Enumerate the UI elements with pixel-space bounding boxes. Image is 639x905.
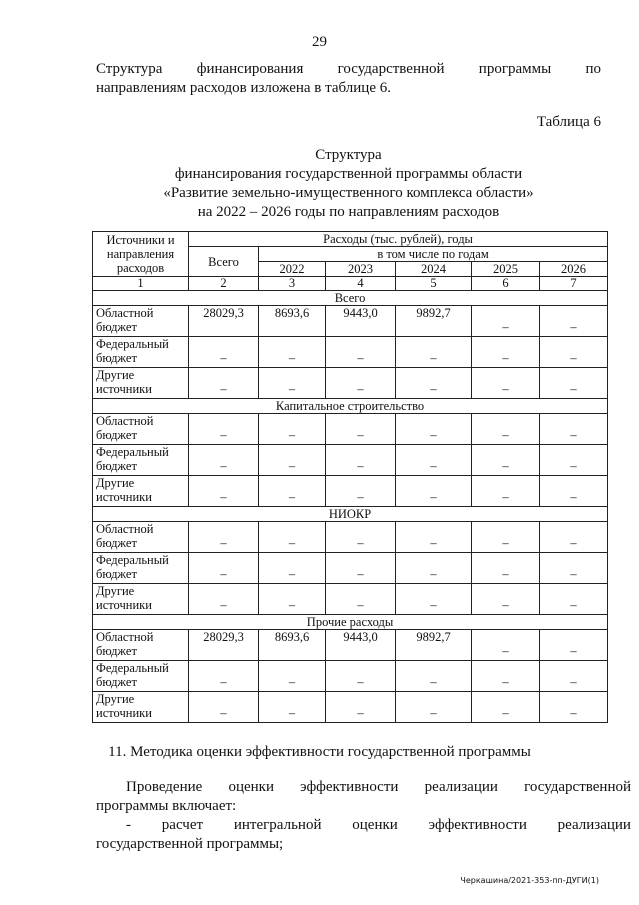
table-row — [93, 692, 608, 723]
value-cell: – — [259, 476, 326, 507]
para-word: реализации — [557, 817, 631, 833]
column-number: 2 — [189, 277, 259, 291]
value-cell: – — [189, 692, 259, 723]
value-cell: – — [189, 445, 259, 476]
value-cell: – — [326, 414, 396, 445]
table-label: Таблица 6 — [536, 114, 601, 130]
intro-word: государственной — [337, 61, 445, 77]
value-cell: – — [540, 414, 608, 445]
value-cell: – — [396, 553, 472, 584]
value-cell: 8693,6 — [259, 630, 326, 661]
para-word: интегральной — [233, 817, 322, 833]
row-label: Федеральный бюджет — [93, 337, 189, 368]
value-cell: 9443,0 — [326, 306, 396, 337]
column-number: 6 — [472, 277, 540, 291]
intro-line-2: направлениям расходов изложена в таблице 6. — [96, 80, 391, 96]
title-line-2: финансирования государственной программы области — [174, 166, 523, 182]
section-title-cell: Прочие расходы — [93, 615, 608, 630]
title-line-3: «Развитие земельно-имущественного комплекса области» — [163, 185, 534, 201]
value-cell: – — [540, 692, 608, 723]
table-row — [93, 553, 608, 584]
para-word: оценки — [352, 817, 398, 833]
value-cell: – — [540, 522, 608, 553]
value-cell: – — [396, 414, 472, 445]
value-cell: – — [326, 368, 396, 399]
table-row — [93, 337, 608, 368]
para-word: эффективности — [428, 817, 527, 833]
para-word: расчет — [161, 817, 204, 833]
intro-word: программы — [478, 61, 552, 77]
row-label: Другие источники — [93, 584, 189, 615]
value-cell: – — [396, 445, 472, 476]
value-cell: 9892,7 — [396, 630, 472, 661]
footer-code: Черкашина/2021-353-пп-ДУГИ(1) — [460, 876, 599, 885]
value-cell: – — [396, 368, 472, 399]
value-cell: 28029,3 — [189, 630, 259, 661]
header-year: 2023 — [326, 262, 396, 277]
value-cell: – — [472, 414, 540, 445]
value-cell: – — [189, 476, 259, 507]
para-word: - — [126, 817, 131, 833]
value-cell: – — [540, 337, 608, 368]
para1-line-2: программы включает: — [96, 798, 237, 814]
section-title: 11. Методика оценки эффективности государственной программы — [108, 744, 531, 760]
title-line-4: на 2022 – 2026 годы по направлениям расходов — [197, 204, 500, 220]
para2-line-2: государственной программы; — [96, 836, 284, 852]
column-number: 1 — [93, 277, 189, 291]
value-cell: – — [472, 630, 540, 661]
value-cell: 9892,7 — [396, 306, 472, 337]
para-word: государственной — [524, 779, 631, 795]
para2-line-1 — [126, 816, 631, 835]
value-cell: – — [540, 584, 608, 615]
value-cell: – — [472, 584, 540, 615]
value-cell: – — [189, 522, 259, 553]
value-cell: – — [189, 337, 259, 368]
column-number: 7 — [540, 277, 608, 291]
header-year: 2024 — [396, 262, 472, 277]
row-label: Областной бюджет — [93, 630, 189, 661]
table-row — [93, 414, 608, 445]
para1-line-1 — [126, 778, 631, 797]
value-cell: – — [472, 661, 540, 692]
value-cell: 8693,6 — [259, 306, 326, 337]
value-cell: – — [540, 553, 608, 584]
row-label: Федеральный бюджет — [93, 445, 189, 476]
value-cell: – — [259, 522, 326, 553]
column-number: 3 — [259, 277, 326, 291]
value-cell: – — [396, 584, 472, 615]
column-number: 5 — [396, 277, 472, 291]
value-cell: – — [540, 630, 608, 661]
header-sources: Источники и направления расходов — [93, 232, 189, 277]
table-row — [93, 368, 608, 399]
table-row — [93, 476, 608, 507]
value-cell: – — [189, 553, 259, 584]
header-total: Всего — [189, 247, 259, 277]
header-year: 2026 — [540, 262, 608, 277]
header-expenses: Расходы (тыс. рублей), годы — [189, 232, 608, 247]
row-label: Другие источники — [93, 368, 189, 399]
section-title-cell: НИОКР — [93, 507, 608, 522]
page-number: 29 — [312, 34, 327, 50]
table-row — [93, 445, 608, 476]
section-header-row — [93, 399, 608, 414]
row-label: Федеральный бюджет — [93, 553, 189, 584]
value-cell: – — [472, 476, 540, 507]
body-paragraph-2 — [96, 816, 631, 835]
value-cell: – — [326, 337, 396, 368]
value-cell: – — [472, 553, 540, 584]
value-cell: – — [540, 476, 608, 507]
value-cell: – — [259, 368, 326, 399]
section-header-row — [93, 291, 608, 306]
value-cell: – — [259, 584, 326, 615]
section-header-row — [93, 507, 608, 522]
body-paragraph-1 — [96, 778, 631, 797]
value-cell: – — [396, 661, 472, 692]
value-cell: – — [189, 368, 259, 399]
value-cell: – — [396, 522, 472, 553]
value-cell: – — [259, 445, 326, 476]
value-cell: – — [326, 553, 396, 584]
value-cell: – — [472, 337, 540, 368]
header-including: в том числе по годам — [259, 247, 608, 262]
value-cell: – — [540, 445, 608, 476]
value-cell: – — [540, 306, 608, 337]
column-number: 4 — [326, 277, 396, 291]
table-row — [93, 522, 608, 553]
value-cell: – — [259, 337, 326, 368]
value-cell: – — [326, 445, 396, 476]
value-cell: – — [259, 553, 326, 584]
intro-word: Структура — [96, 61, 163, 77]
value-cell: – — [259, 661, 326, 692]
row-label: Федеральный бюджет — [93, 661, 189, 692]
row-label: Областной бюджет — [93, 522, 189, 553]
intro-word: по — [585, 61, 601, 77]
value-cell: – — [326, 584, 396, 615]
value-cell: – — [326, 522, 396, 553]
value-cell: – — [259, 414, 326, 445]
row-label: Другие источники — [93, 692, 189, 723]
value-cell: – — [540, 661, 608, 692]
value-cell: – — [189, 584, 259, 615]
section-title-cell: Всего — [93, 291, 608, 306]
table-row — [93, 661, 608, 692]
value-cell: – — [472, 445, 540, 476]
value-cell: – — [396, 476, 472, 507]
value-cell: – — [189, 414, 259, 445]
value-cell: – — [472, 368, 540, 399]
section-title-cell: Капитальное строительство — [93, 399, 608, 414]
value-cell: – — [540, 368, 608, 399]
value-cell: – — [326, 661, 396, 692]
column-number-row — [93, 277, 608, 291]
row-label: Областной бюджет — [93, 414, 189, 445]
value-cell: – — [472, 306, 540, 337]
para-word: реализации — [424, 779, 498, 795]
value-cell: 28029,3 — [189, 306, 259, 337]
value-cell: – — [189, 661, 259, 692]
header-year: 2025 — [472, 262, 540, 277]
row-label: Областной бюджет — [93, 306, 189, 337]
table-row — [93, 306, 608, 337]
table-row — [93, 584, 608, 615]
para-word: Проведение — [126, 779, 203, 795]
table-row — [93, 630, 608, 661]
table-title — [96, 146, 601, 222]
value-cell: – — [396, 692, 472, 723]
value-cell: – — [472, 692, 540, 723]
intro-paragraph — [96, 60, 601, 98]
value-cell: – — [472, 522, 540, 553]
row-label: Другие источники — [93, 476, 189, 507]
value-cell: – — [259, 692, 326, 723]
value-cell: 9443,0 — [326, 630, 396, 661]
value-cell: – — [326, 692, 396, 723]
para-word: эффективности — [300, 779, 399, 795]
intro-line-1 — [96, 60, 601, 79]
financing-table — [92, 231, 608, 723]
title-line-1: Структура — [315, 147, 382, 163]
header-row — [93, 232, 608, 247]
section-header-row — [93, 615, 608, 630]
value-cell: – — [396, 337, 472, 368]
value-cell: – — [326, 476, 396, 507]
header-year: 2022 — [259, 262, 326, 277]
intro-word: финансирования — [196, 61, 304, 77]
para-word: оценки — [228, 779, 274, 795]
